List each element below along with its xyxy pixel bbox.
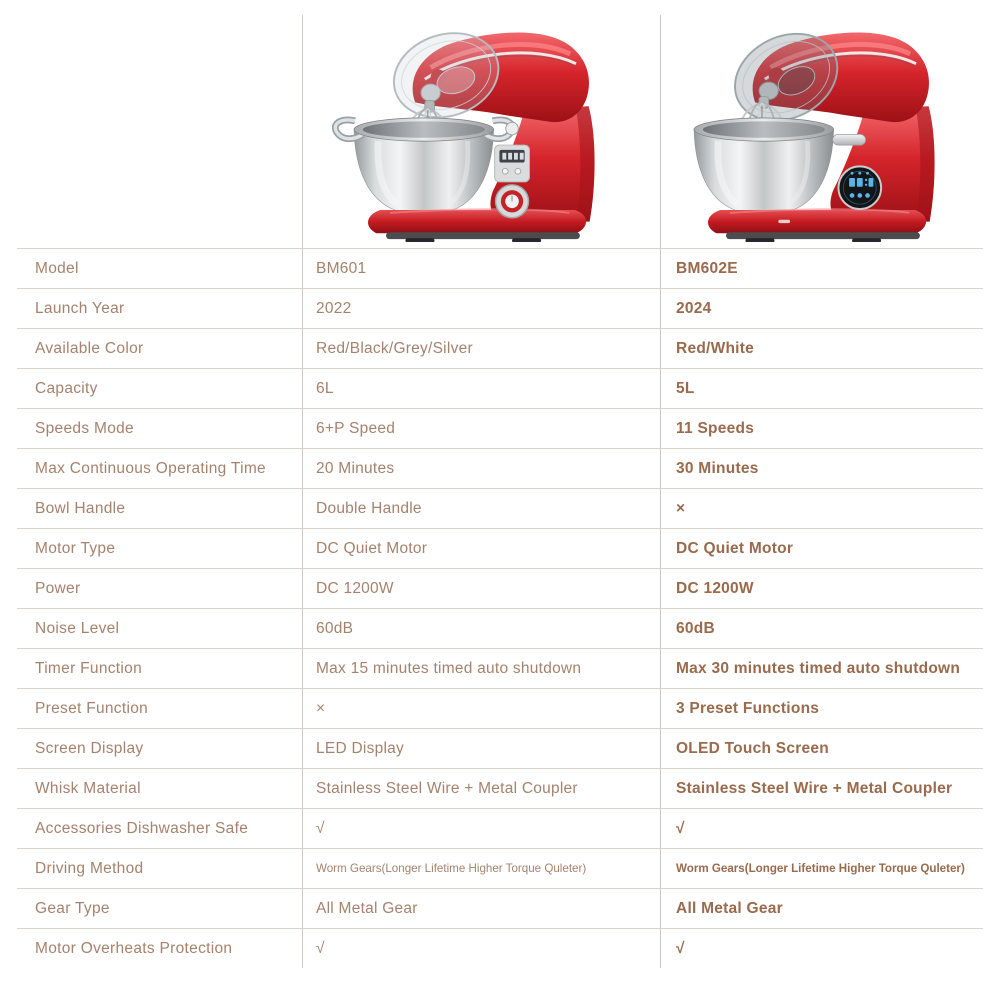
- spec-value-bm602e: 11 Speeds: [660, 408, 983, 448]
- spec-value-bm601: Stainless Steel Wire + Metal Coupler: [302, 768, 660, 808]
- spec-label: Accessories Dishwasher Safe: [17, 808, 302, 848]
- spec-value-bm602e: 3 Preset Functions: [660, 688, 983, 728]
- spec-value-bm601: 60dB: [302, 608, 660, 648]
- spec-value-bm601: LED Display: [302, 728, 660, 768]
- spec-value-bm602e: Max 30 minutes timed auto shutdown: [660, 648, 983, 688]
- stand-mixer-bm601-photo: [322, 21, 642, 242]
- spec-value-bm602e: ×: [660, 488, 983, 528]
- product-photo-cell-bm602e: [660, 15, 983, 248]
- spec-value-bm602e: √: [660, 928, 983, 968]
- spec-value-bm602e: 30 Minutes: [660, 448, 983, 488]
- spec-value-bm602e: DC 1200W: [660, 568, 983, 608]
- spec-label: Timer Function: [17, 648, 302, 688]
- spec-value-bm601: ×: [302, 688, 660, 728]
- spec-label: Motor Type: [17, 528, 302, 568]
- spec-value-bm601: 6+P Speed: [302, 408, 660, 448]
- spec-value-bm602e: DC Quiet Motor: [660, 528, 983, 568]
- spec-value-bm601: Worm Gears(Longer Lifetime Higher Torque Quleter): [302, 848, 660, 888]
- spec-value-bm602e: Stainless Steel Wire + Metal Coupler: [660, 768, 983, 808]
- spec-value-bm601: All Metal Gear: [302, 888, 660, 928]
- spec-value-bm601: √: [302, 928, 660, 968]
- product-photo-cell-bm601: [302, 15, 660, 248]
- mixer-base: [708, 209, 926, 242]
- spec-value-bm601: 2022: [302, 288, 660, 328]
- spec-value-bm601: Max 15 minutes timed auto shutdown: [302, 648, 660, 688]
- spec-label: Whisk Material: [17, 768, 302, 808]
- spec-label: Noise Level: [17, 608, 302, 648]
- spec-value-bm601: DC 1200W: [302, 568, 660, 608]
- spec-value-bm601: BM601: [302, 248, 660, 288]
- spec-label: Gear Type: [17, 888, 302, 928]
- spec-value-bm601: Double Handle: [302, 488, 660, 528]
- spec-label: Model: [17, 248, 302, 288]
- spec-label: Capacity: [17, 368, 302, 408]
- spec-label: Launch Year: [17, 288, 302, 328]
- spec-value-bm602e: OLED Touch Screen: [660, 728, 983, 768]
- spec-value-bm601: 6L: [302, 368, 660, 408]
- spec-label: Bowl Handle: [17, 488, 302, 528]
- spec-label: Driving Method: [17, 848, 302, 888]
- spec-value-bm601: DC Quiet Motor: [302, 528, 660, 568]
- comparison-table: [17, 15, 983, 968]
- spec-label: Max Continuous Operating Time: [17, 448, 302, 488]
- spec-value-bm602e: 2024: [660, 288, 983, 328]
- spec-label: Screen Display: [17, 728, 302, 768]
- mixer-bowl: [694, 118, 834, 214]
- stand-mixer-bm602e-photo: [662, 21, 982, 242]
- spec-value-bm602e: All Metal Gear: [660, 888, 983, 928]
- spec-value-bm602e: Worm Gears(Longer Lifetime Higher Torque Quleter): [660, 848, 983, 888]
- spec-label: Motor Overheats Protection: [17, 928, 302, 968]
- spec-value-bm602e: 5L: [660, 368, 983, 408]
- spec-label: Preset Function: [17, 688, 302, 728]
- spec-label: Power: [17, 568, 302, 608]
- spec-label: Available Color: [17, 328, 302, 368]
- mixer-bowl: [335, 118, 512, 214]
- spec-value-bm602e: Red/White: [660, 328, 983, 368]
- spec-value-bm601: √: [302, 808, 660, 848]
- mixer-base: [367, 209, 585, 242]
- spec-value-bm601: 20 Minutes: [302, 448, 660, 488]
- spec-value-bm601: Red/Black/Grey/Silver: [302, 328, 660, 368]
- spec-value-bm602e: √: [660, 808, 983, 848]
- spec-value-bm602e: 60dB: [660, 608, 983, 648]
- empty-header-cell: [17, 15, 302, 248]
- spec-value-bm602e: BM602E: [660, 248, 983, 288]
- spec-label: Speeds Mode: [17, 408, 302, 448]
